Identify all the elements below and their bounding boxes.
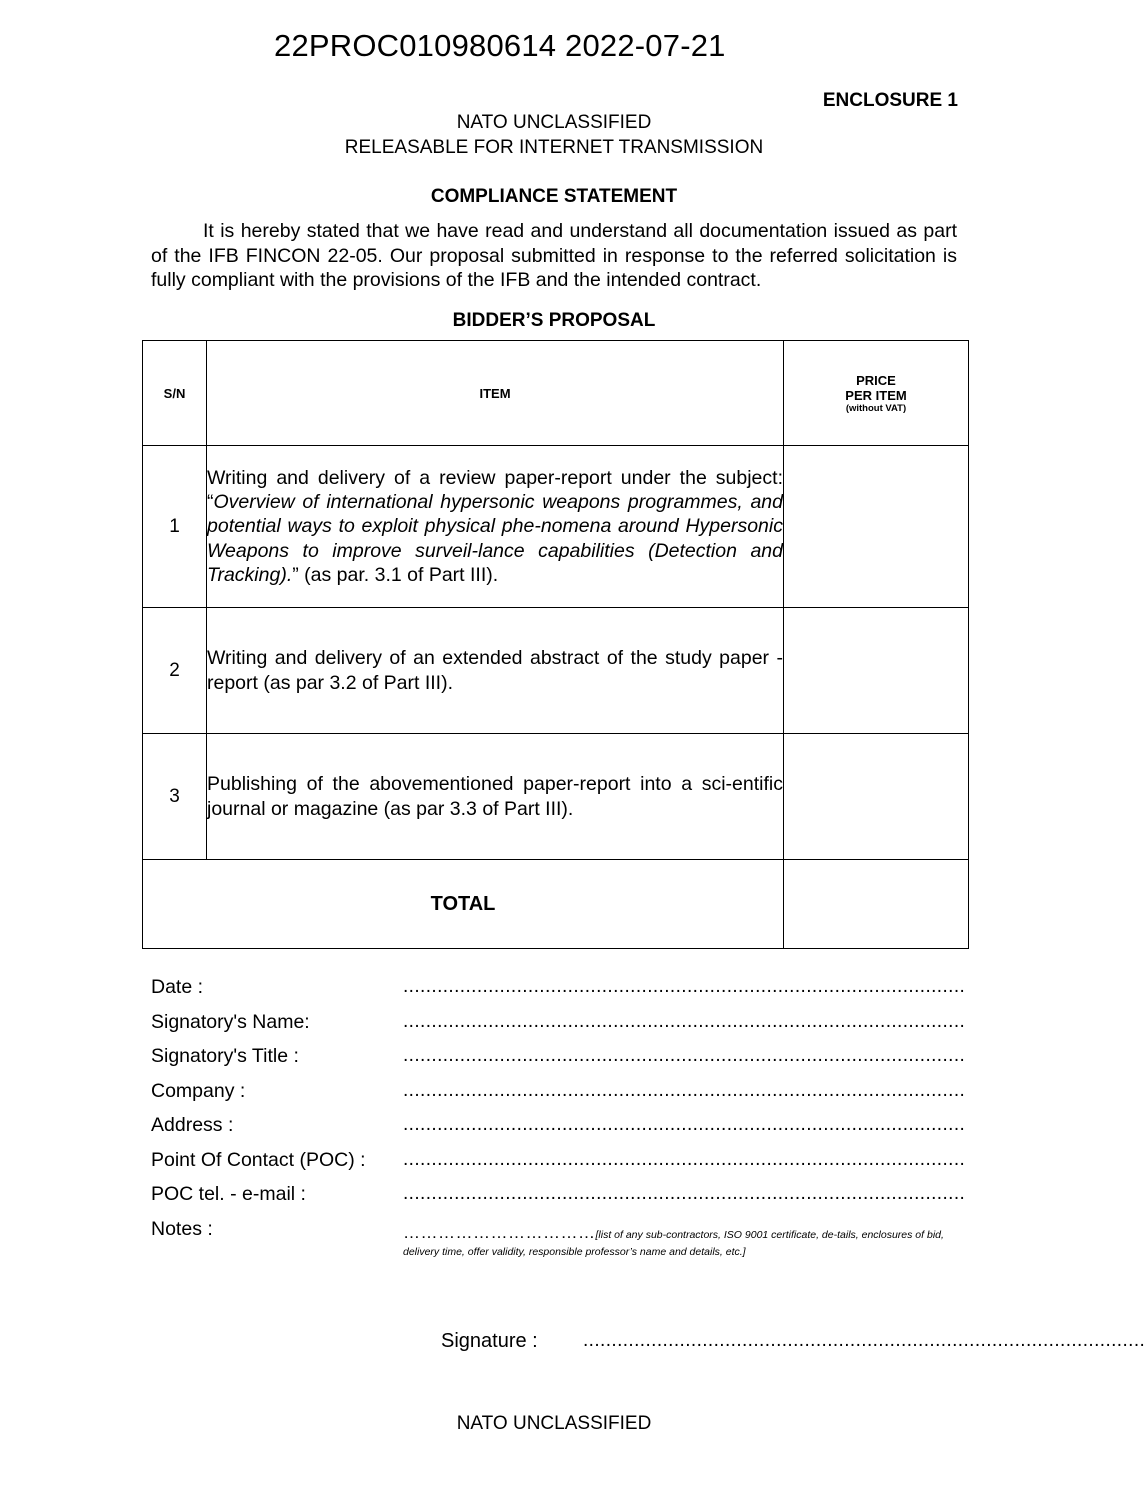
compliance-statement-text: It is hereby stated that we have read and understand all documentation issued as part of the IFB FINCON 22-05. Our proposal submitted in response to the referred solicitation is fully compliant with the provisions of the IFB and the intended contract. xyxy=(151,220,957,291)
header-price-line1: PRICE xyxy=(856,372,896,388)
company-label: Company : xyxy=(151,1080,246,1102)
address-label: Address : xyxy=(151,1114,234,1136)
table-total-row xyxy=(143,860,969,949)
notes-hint: [list of any sub-contractors, ISO 9001 certificate, de-tails, enclosures of bid, delivery time, offer validity, responsible professor’s name and details, etc.] xyxy=(403,1229,944,1258)
notes-label: Notes : xyxy=(151,1218,213,1240)
table-row xyxy=(143,446,969,608)
header-price xyxy=(784,341,969,446)
header-price-line2: PER ITEM xyxy=(845,387,907,403)
row-item-text: Writing and delivery of a review paper-report under the subject: “ xyxy=(207,466,783,514)
signatory-title-field[interactable]: ................................................................................................... xyxy=(403,1045,966,1066)
enclosure-label: ENCLOSURE 1 xyxy=(822,90,958,111)
table-title: BIDDER’S PROPOSAL xyxy=(452,310,656,331)
row-item-description: Publishing of the abovementioned paper-report into a sci-entific journal or magazine (as par 3.3 of Part III). xyxy=(207,734,784,860)
poc-contact-label: POC tel. - e-mail : xyxy=(151,1183,306,1205)
notes-dots: …………………………… xyxy=(403,1223,596,1242)
signatory-title-label: Signatory's Title : xyxy=(151,1045,299,1067)
release-marking: RELEASABLE FOR INTERNET TRANSMISSION xyxy=(344,137,764,158)
total-price-cell[interactable] xyxy=(784,860,969,949)
poc-contact-field[interactable]: ................................................................................................... xyxy=(403,1183,966,1204)
date-label: Date : xyxy=(151,976,204,998)
header-item: ITEM xyxy=(207,341,784,446)
row-item-description: Writing and delivery of an extended abstract of the study paper - report (as par 3.2 of Part III). xyxy=(207,608,784,734)
total-label: TOTAL xyxy=(143,860,784,949)
table-header-row xyxy=(143,341,969,446)
signatory-name-label: Signatory's Name: xyxy=(151,1011,310,1033)
header-sn: S/N xyxy=(143,341,207,446)
bidders-proposal-table xyxy=(142,340,969,949)
signature-field[interactable]: ................................................................................................... xyxy=(583,1330,1145,1351)
poc-label: Point Of Contact (POC) : xyxy=(151,1149,366,1171)
row-item-text-end: ” (as par. 3.1 of Part III). xyxy=(292,563,499,586)
date-field[interactable]: ................................................................................................... xyxy=(403,976,966,997)
header-price-note: (without VAT) xyxy=(845,402,907,414)
row-sn: 2 xyxy=(143,608,207,734)
notes-field[interactable] xyxy=(403,1224,959,1261)
table-row xyxy=(143,608,969,734)
row-item-subject: Overview of international hypersonic weapons programmes, and potential ways to exploit physical phe-nomena around Hypersonic Weapons to improve surveil-lance capabilities (Detection and Tracking). xyxy=(207,491,783,586)
row-price-cell[interactable] xyxy=(784,446,969,608)
signature-label: Signature : xyxy=(441,1330,538,1352)
row-price-cell[interactable] xyxy=(784,734,969,860)
poc-field[interactable]: ................................................................................................... xyxy=(403,1149,966,1170)
row-sn: 3 xyxy=(143,734,207,860)
company-field[interactable]: ................................................................................................... xyxy=(403,1080,966,1101)
row-item-description xyxy=(207,446,784,608)
table-row xyxy=(143,734,969,860)
footer-classification: NATO UNCLASSIFIED xyxy=(456,1413,652,1434)
classification-marking: NATO UNCLASSIFIED xyxy=(456,112,652,133)
row-price-cell[interactable] xyxy=(784,608,969,734)
document-title: COMPLIANCE STATEMENT xyxy=(430,186,678,207)
row-sn: 1 xyxy=(143,446,207,608)
document-reference: 22PROC010980614 2022-07-21 xyxy=(274,28,726,63)
address-field[interactable]: ................................................................................................... xyxy=(403,1114,966,1135)
signatory-name-field[interactable]: ................................................................................................... xyxy=(403,1011,966,1032)
